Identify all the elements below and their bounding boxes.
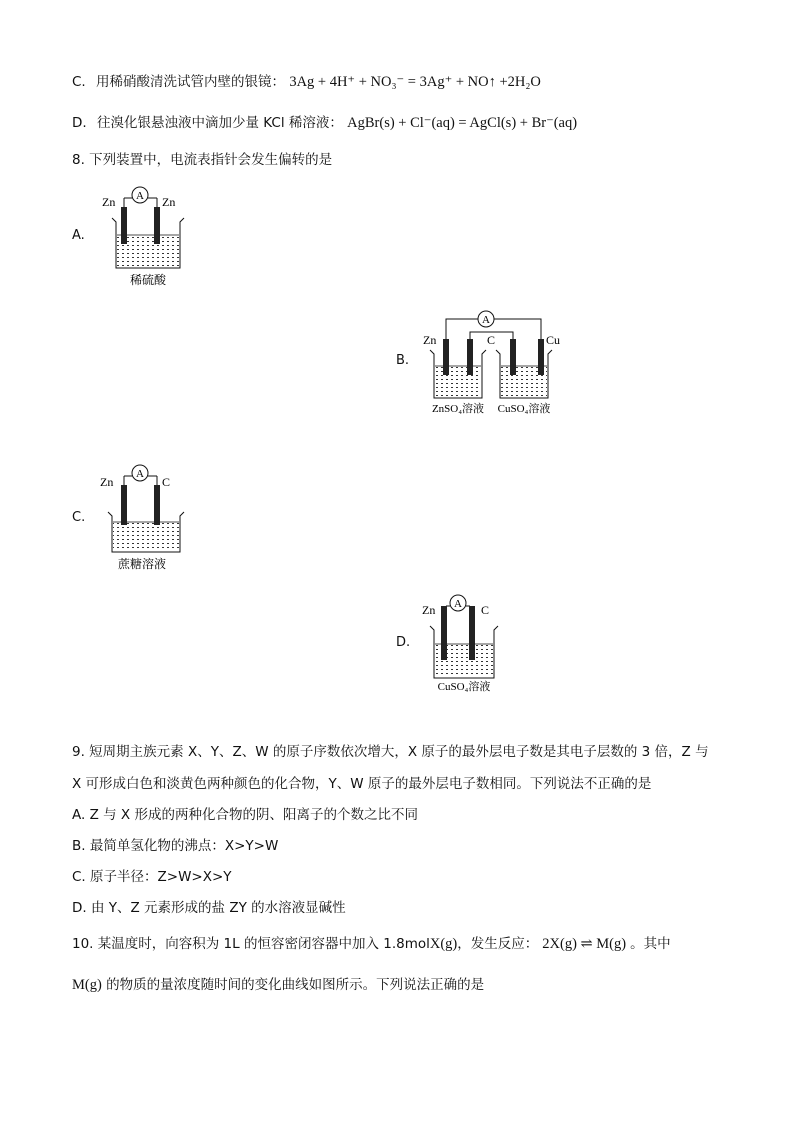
ammeter-icon [124,187,157,203]
q9-option-b: B. 最简单氢化物的沸点：X>Y>W [72,838,279,854]
q10-reaction: 2X(g) ⇌ M(g) [542,936,627,952]
option-text: 往溴化银悬浊液中滴加少量 KCl 稀溶液： [96,115,343,131]
right-electrode-label: Zn [162,195,176,209]
q10-text: 10. 某温度时，向容积为 1L 的恒容密闭容器中加入 1.8mol [72,936,430,952]
q8-option-a-label: A. [72,228,85,243]
left-electrode-label: Zn [100,475,114,489]
zn-electrode [443,339,449,375]
equation: 3Ag + 4H⁺ + NO₃⁻ = 3Ag⁺ + NO↑ +2H₂O [289,74,541,90]
left-electrode-label: Zn [102,195,116,209]
q8-option-d-label: D. [396,635,411,650]
carbon-electrode [154,485,160,525]
option-label: C. [72,74,86,90]
q10-text: 。其中 [630,936,671,952]
equation: AgBr(s) + Cl⁻(aq) = AgCl(s) + Br⁻(aq) [347,115,578,131]
solution-label: CuSO₄溶液 [437,681,491,693]
q10-text: 的物质的量浓度随时间的变化曲线如图所示。下列说法正确的是 [101,977,485,993]
middle-electrode-label: C [487,333,496,347]
right-electrode-label: Cu [546,333,561,347]
right-electrode-label: C [481,603,490,617]
carbon-electrode [469,606,475,660]
question-9-stem-line1: 9. 短周期主族元素 X、Y、Z、W 的原子序数依次增大，X 原子的最外层电子数是其电子层数的 3 倍，Z 与 [72,744,709,760]
question-8-stem: 8. 下列装置中，电流表指针会发生偏转的是 [72,152,333,168]
option-c-line [72,72,541,92]
q9-option-a: A. Z 与 X 形成的两种化合物的阴、阳离子的个数之比不同 [72,807,418,823]
q10-formula: M(g) [72,977,102,993]
q10-formula: X(g) [429,936,458,952]
meter-label: A [482,314,490,326]
question-10-stem-line1 [72,934,671,954]
q8-apparatus-d [420,592,520,700]
zn-electrode [441,606,447,660]
question-9-stem-line2: X 可形成白色和淡黄色两种颜色的化合物，Y、W 原子的最外层电子数相同。下列说法不正确的是 [72,776,652,792]
left-electrode-label: Zn [422,603,436,617]
q10-text: ，发生反应： [457,936,539,952]
ammeter-icon [478,311,494,327]
solution-label: 稀硫酸 [129,273,167,287]
q8-apparatus-c [96,462,196,574]
option-label: D. [72,115,87,131]
zn-electrode [154,207,160,244]
electrolyte-solution [113,522,179,551]
zn-electrode [121,207,127,244]
solution-label-right: CuSO₄溶液 [497,403,551,415]
solution-label: 蔗糖溶液 [117,557,167,571]
cu-electrode [538,339,544,375]
q9-option-d: D. 由 Y、Z 元素形成的盐 ZY 的水溶液显碱性 [72,900,346,916]
q9-option-c: C. 原子半径：Z>W>X>Y [72,869,232,885]
option-d-line [72,113,577,133]
q8-option-c-label: C. [72,510,86,525]
right-electrode-label: C [162,475,171,489]
q8-option-b-label: B. [396,353,410,368]
salt-bridge-electrode [467,339,473,375]
q8-apparatus-a [96,184,196,294]
question-10-stem-line2 [72,975,484,995]
meter-label: A [454,598,462,610]
electrolyte-solution [435,366,481,397]
ammeter-icon [124,465,157,481]
q8-apparatus-b [420,306,570,418]
option-text: 用稀硝酸清洗试管内壁的银镜： [96,74,286,90]
ammeter-icon [446,595,470,611]
carbon-electrode [510,339,516,375]
left-electrode-label: Zn [423,333,437,347]
zn-electrode [121,485,127,525]
meter-label: A [136,190,144,202]
meter-label: A [136,468,144,480]
solution-label-left: ZnSO₄溶液 [431,403,485,415]
